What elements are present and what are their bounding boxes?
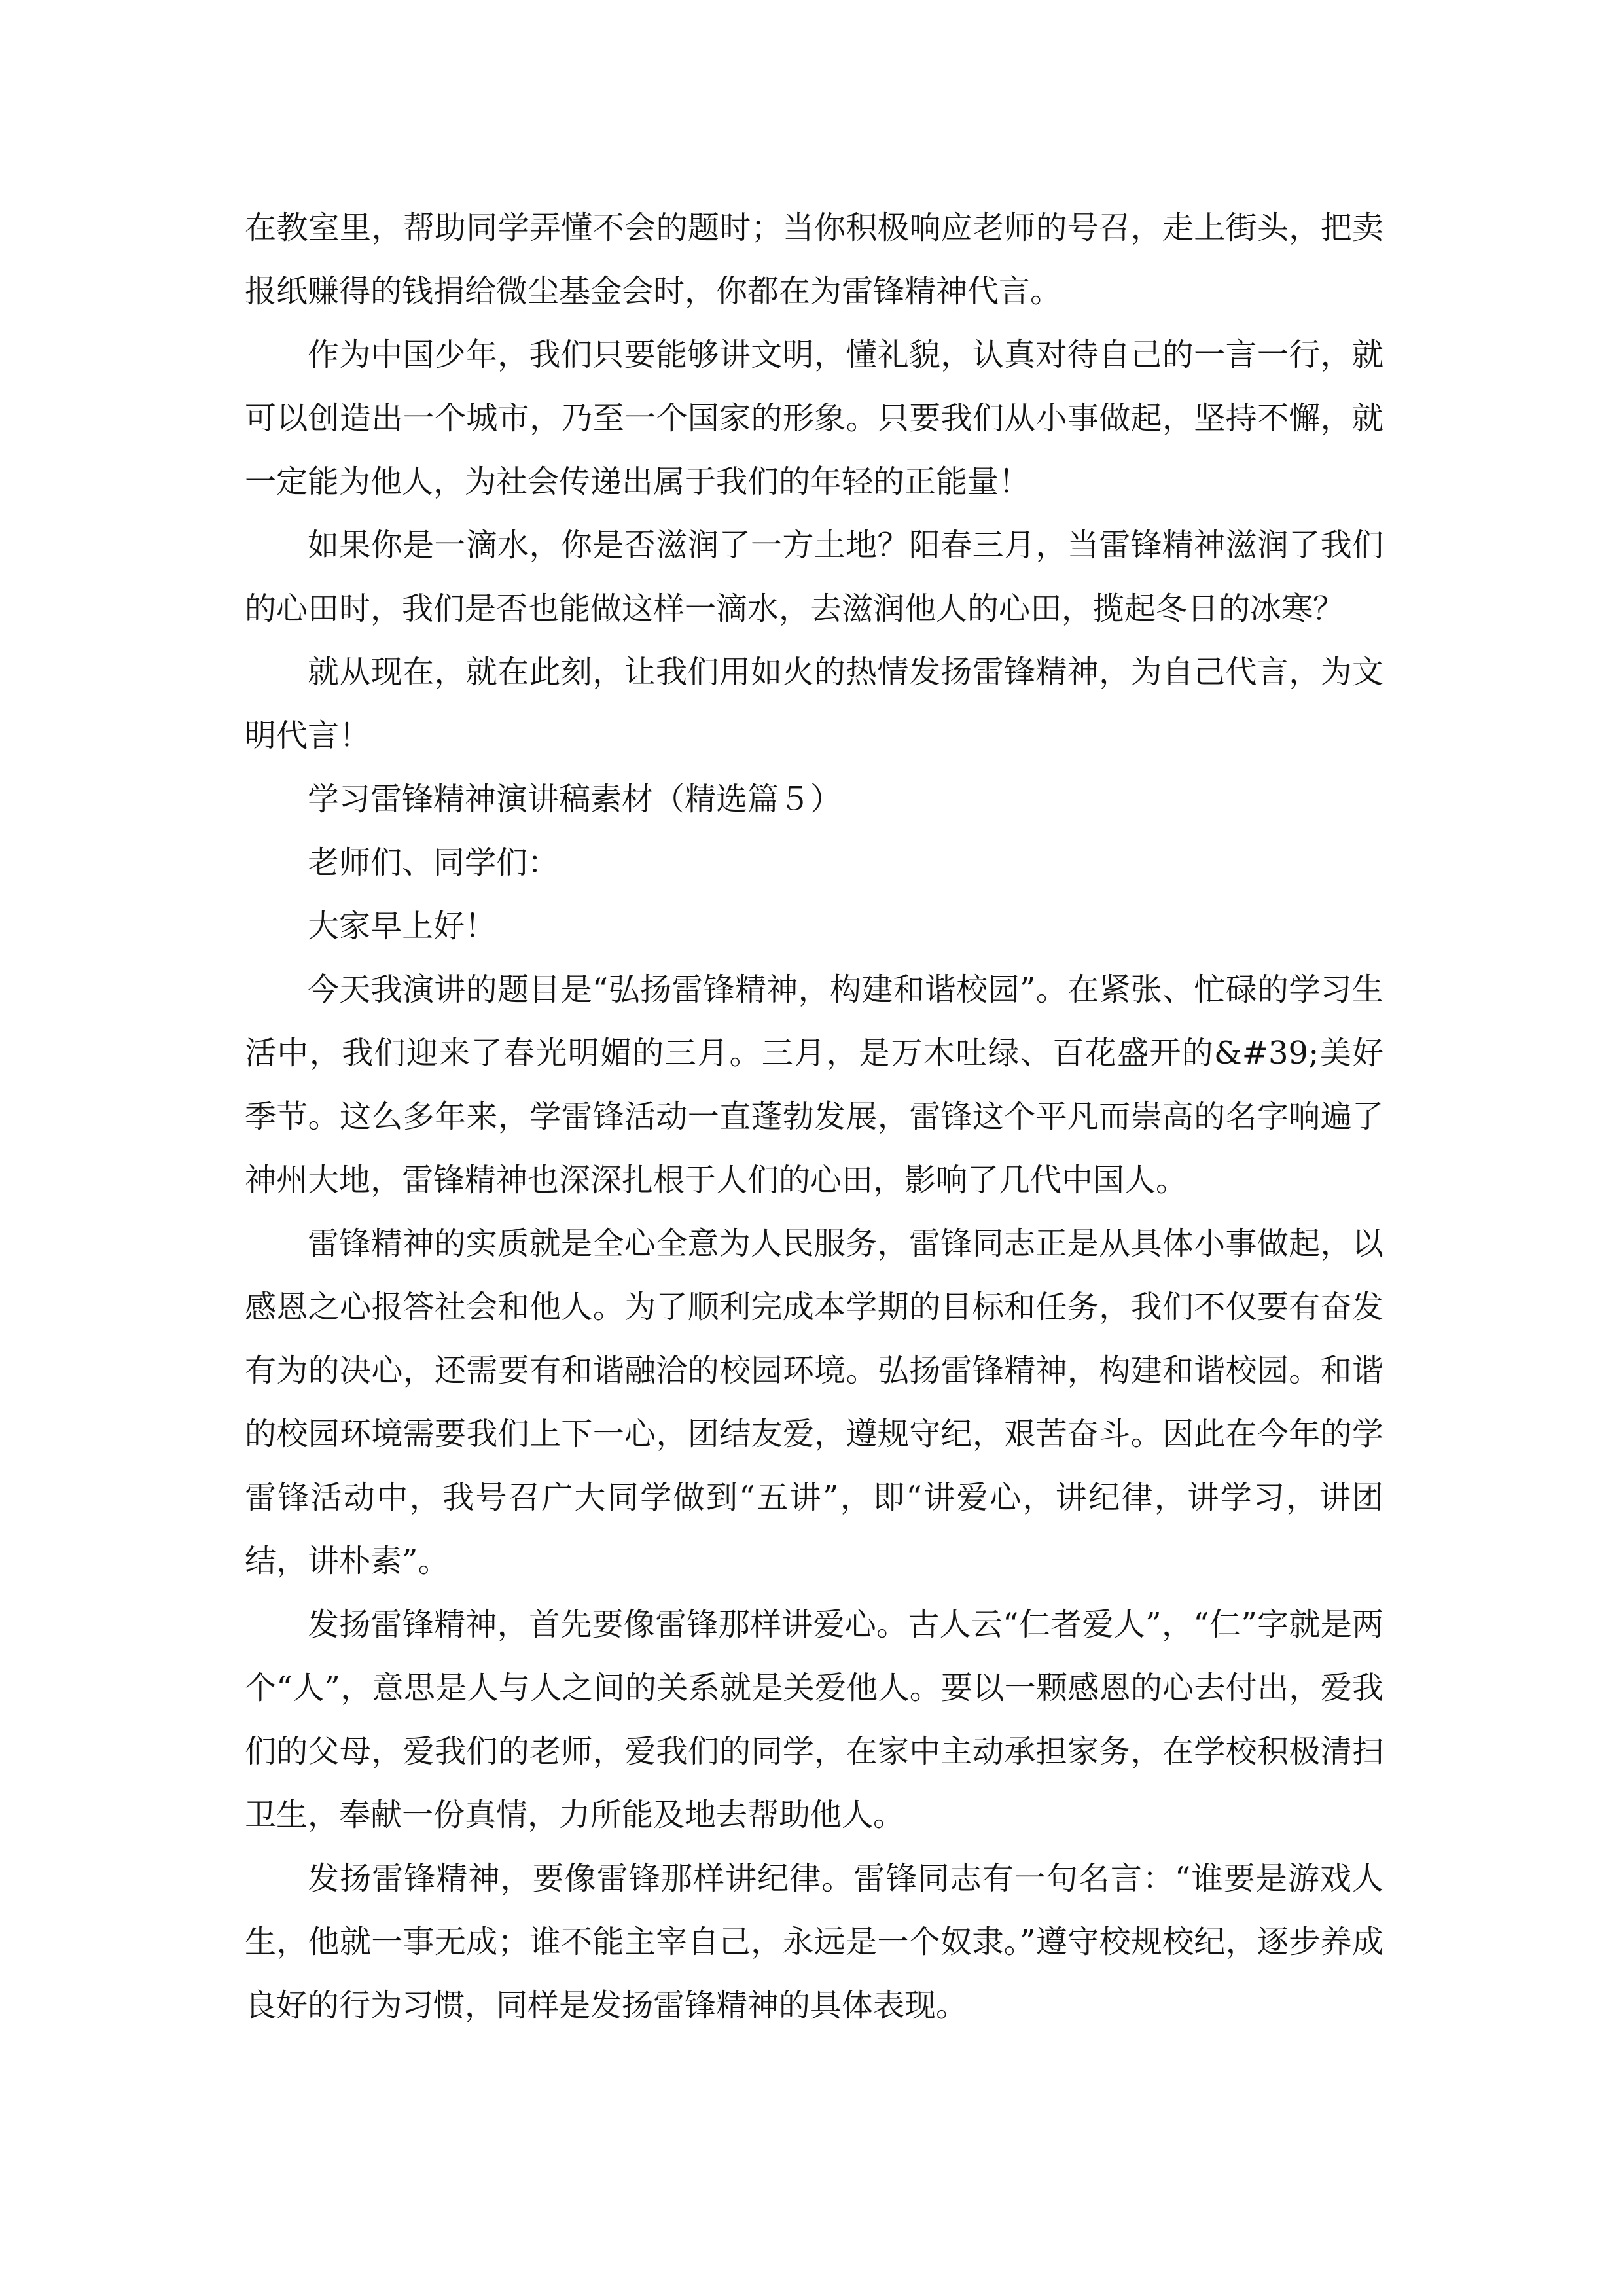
paragraph-9: 雷锋精神的实质就是全心全意为人民服务，雷锋同志正是从具体小事做起，以感恩之心报答社会和他人。为了顺利完成本学期的目标和任务，我们不仅要有奋发有为的决心，还需要有和谐融洽的校园环境。弘扬雷锋精神，构建和谐校园。和谐的校园环境需要我们上下一心，团结友爱，遵规守纪，艰苦奋斗。因此在今年的学雷锋活动中，我号召广大同学做到“五讲”，即“讲爱心，讲纪律，讲学习，讲团结，讲朴素”。: [245, 1225, 1383, 1579]
paragraph-2: 作为中国少年，我们只要能够讲文明，懂礼貌，认真对待自己的一言一行，就可以创造出一个城市，乃至一个国家的形象。只要我们从小事做起，坚持不懈，就一定能为他人，为社会传递出属于我们的年轻的正能量！: [245, 336, 1383, 500]
paragraph-3: 如果你是一滴水，你是否滋润了一方土地？阳春三月，当雷锋精神滋润了我们的心田时，我们是否也能做这样一滴水，去滋润他人的心田，揽起冬日的冰寒？: [245, 527, 1383, 627]
salutation: 老师们、同学们：: [308, 844, 560, 881]
paragraph-11: 发扬雷锋精神，要像雷锋那样讲纪律。雷锋同志有一句名言：“谁要是游戏人生，他就一事无成；谁不能主宰自己，永远是一个奴隶。”遵守校规校纪，逐步养成良好的行为习惯，同样是发扬雷锋精神的具体表现。: [245, 1860, 1383, 2024]
paragraph-8: 今天我演讲的题目是“弘扬雷锋精神，构建和谐校园”。在紧张、忙碌的学习生活中，我们迎来了春光明媚的三月。三月，是万木吐绿、百花盛开的&#39;美好季节。这么多年来，学雷锋活动一直蓬勃发展，雷锋这个平凡而崇高的名字响遍了神州大地，雷锋精神也深深扎根于人们的心田，影响了几代中国人。: [245, 971, 1383, 1198]
paragraph-4: 就从现在，就在此刻，让我们用如火的热情发扬雷锋精神，为自己代言，为文明代言！: [245, 654, 1383, 754]
section-heading: 学习雷锋精神演讲稿素材（精选篇５）: [308, 781, 842, 817]
paragraph-1: 在教室里，帮助同学弄懂不会的题时；当你积极响应老师的号召，走上街头，把卖报纸赚得的钱捐给微尘基金会时，你都在为雷锋精神代言。: [245, 209, 1383, 310]
greeting: 大家早上好！: [308, 908, 497, 944]
paragraph-10: 发扬雷锋精神，首先要像雷锋那样讲爱心。古人云“仁者爱人”，“仁”字就是两个“人”，意思是人与人之间的关系就是关爱他人。要以一颗感恩的心去付出，爱我们的父母，爱我们的老师，爱我们的同学，在家中主动承担家务，在学校积极清扫卫生，奉献一份真情，力所能及地去帮助他人。: [245, 1606, 1383, 1833]
document-body: [245, 196, 1383, 2037]
